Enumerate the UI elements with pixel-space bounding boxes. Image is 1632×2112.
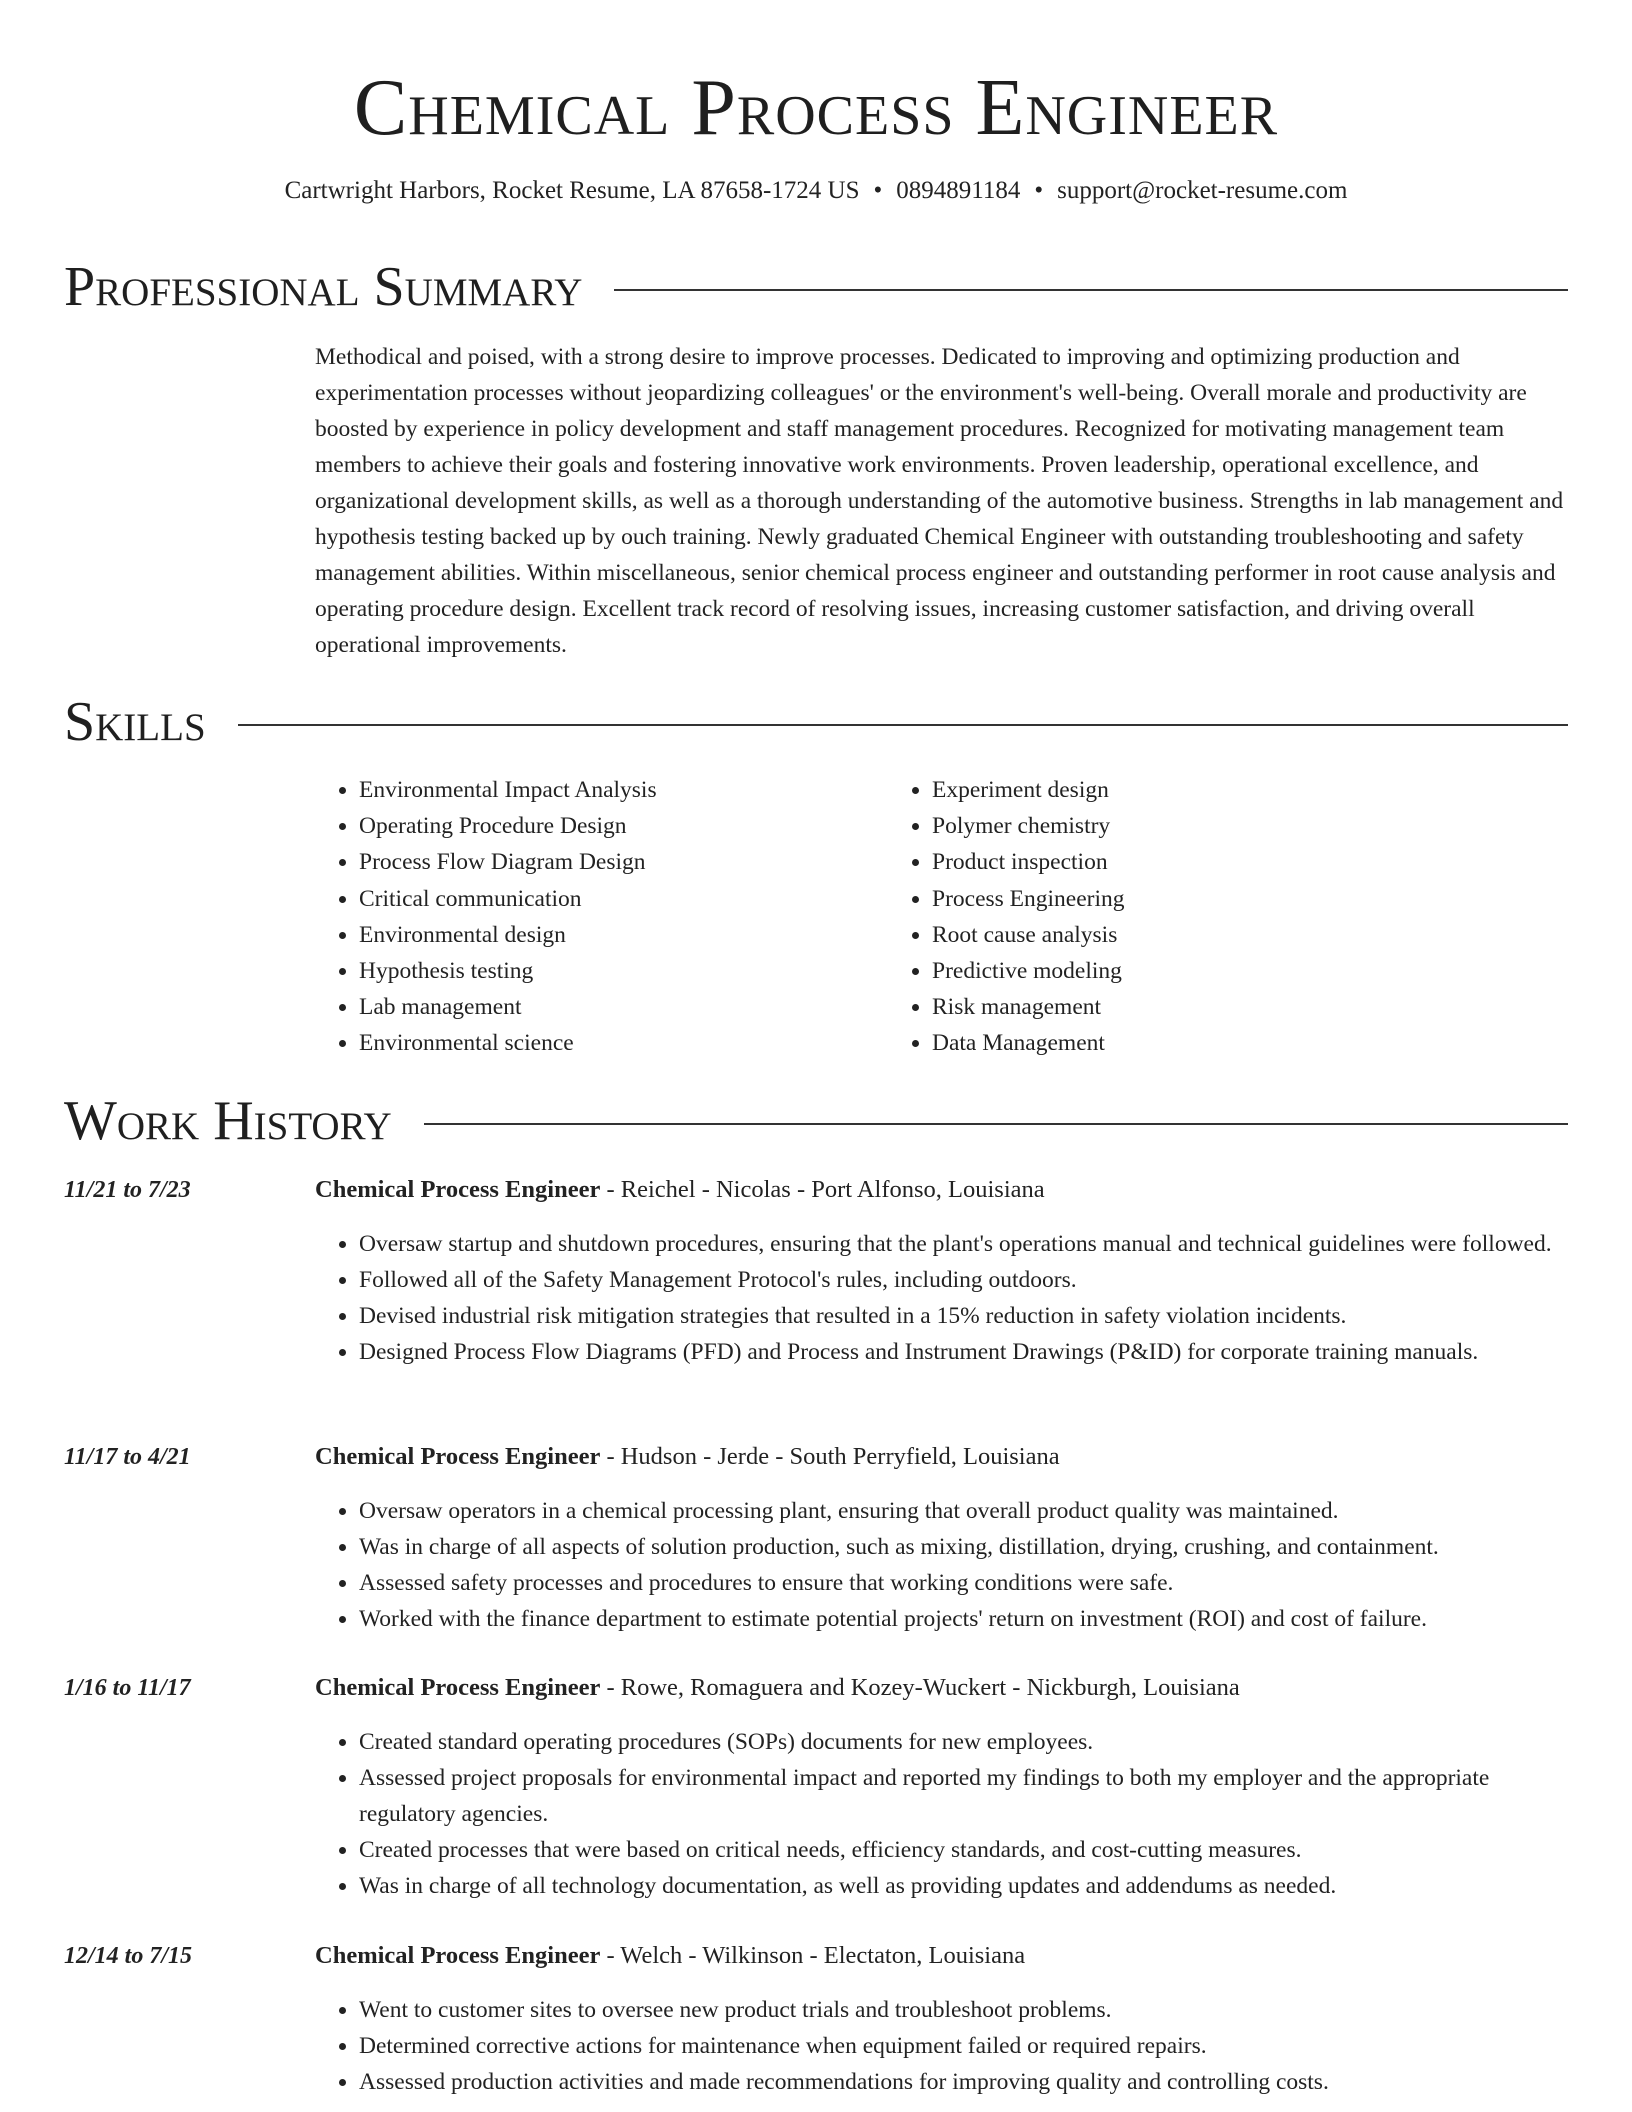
job-bullet: • Designed Process Flow Diagrams (PFD) and Process and Instrument Drawings (P&ID) for corporate training manuals. <box>359 1334 1570 1370</box>
job-bullet: • Devised industrial risk mitigation strategies that resulted in a 15% reduction in safety violation incidents. <box>359 1298 1570 1334</box>
skill-item: • Environmental science <box>359 1025 888 1061</box>
job-heading <box>315 1439 1060 1475</box>
job-bullet: • Followed all of the Safety Management Protocol's rules, including outdoors. <box>359 1262 1570 1298</box>
skills-column-right <box>888 772 1125 1062</box>
skills-section-header <box>64 692 1568 752</box>
job-company-location: - Hudson - Jerde - South Perryfield, Louisiana <box>600 1443 1060 1470</box>
job-title: Chemical Process Engineer <box>315 1942 601 1969</box>
job-heading <box>315 1670 1240 1706</box>
skill-item: • Operating Procedure Design <box>359 808 888 844</box>
job-dates: 1/16 to 11/17 <box>64 1675 191 1701</box>
job-bullets <box>315 1992 1570 2100</box>
skill-item: • Lab management <box>359 989 888 1025</box>
skill-item: • Data Management <box>932 1025 1125 1061</box>
skill-item: • Hypothesis testing <box>359 953 888 989</box>
job-dates: 11/21 to 7/23 <box>64 1177 191 1203</box>
job-dates: 12/14 to 7/15 <box>64 1943 193 1969</box>
skill-item: • Product inspection <box>932 844 1125 880</box>
job-title: Chemical Process Engineer <box>315 1176 601 1203</box>
summary-section-header <box>64 257 1568 317</box>
job-heading <box>315 1172 1045 1208</box>
skill-item: • Process Engineering <box>932 881 1125 917</box>
job-bullet: • Oversaw operators in a chemical processing plant, ensuring that overall product quality was maintained. <box>359 1493 1570 1529</box>
job-title: Chemical Process Engineer <box>315 1443 601 1470</box>
skill-item: • Risk management <box>932 989 1125 1025</box>
contact-separator: • <box>873 177 883 204</box>
skill-item: • Root cause analysis <box>932 917 1125 953</box>
job-heading <box>315 1938 1025 1974</box>
job-bullet: • Assessed safety processes and procedures to ensure that working conditions were safe. <box>359 1565 1570 1601</box>
section-divider <box>424 1123 1568 1125</box>
job-bullet: • Worked with the finance department to estimate potential projects' return on investment (ROI) and cost of failure. <box>359 1601 1570 1637</box>
job-bullet: • Was in charge of all technology documentation, as well as providing updates and addendums as needed. <box>359 1868 1570 1904</box>
job-bullet: • Created standard operating procedures (SOPs) documents for new employees. <box>359 1724 1570 1760</box>
section-divider <box>614 289 1568 291</box>
skill-item: • Critical communication <box>359 881 888 917</box>
skill-item: • Environmental design <box>359 917 888 953</box>
contact-separator: • <box>1034 177 1044 204</box>
summary-section-title: Professional Summary <box>64 256 583 318</box>
job-bullet: • Went to customer sites to oversee new product trials and troubleshoot problems. <box>359 1992 1570 2028</box>
skills-section-title: Skills <box>64 691 206 753</box>
job-bullets <box>315 1493 1570 1637</box>
skills-column-left <box>315 772 888 1062</box>
contact-address: Cartwright Harbors, Rocket Resume, LA 87658-1724 US <box>284 177 860 204</box>
job-dates: 11/17 to 4/21 <box>64 1444 191 1470</box>
skill-item: • Environmental Impact Analysis <box>359 772 888 808</box>
skill-item: • Predictive modeling <box>932 953 1125 989</box>
skill-item: • Experiment design <box>932 772 1125 808</box>
job-company-location: - Welch - Wilkinson - Electaton, Louisiana <box>600 1942 1026 1969</box>
skill-item: • Process Flow Diagram Design <box>359 844 888 880</box>
work-section-header <box>64 1091 1568 1151</box>
contact-line <box>0 176 1632 206</box>
job-company-location: - Rowe, Romaguera and Kozey-Wuckert - Nickburgh, Louisiana <box>600 1674 1240 1701</box>
summary-text: Methodical and poised, with a strong desire to improve processes. Dedicated to improving and optimizing production and experimentation processes without jeopardizing colleagues' or the environment's well-being. Overall morale and productivity are boosted by experience in policy development and staff management procedures. Recognized for motivating management team members to achieve their goals and fostering innovative work environments. Proven leadership, operational excellence, and organizational development skills, as well as a thorough understanding of the automotive business. Strengths in lab management and hypothesis testing backed up by ouch training. Newly graduated Chemical Engineer with outstanding troubleshooting and safety management abilities. Within miscellaneous, senior chemical process engineer and outstanding performer in root cause analysis and operating procedure design. Excellent track record of resolving issues, increasing customer satisfaction, and driving overall operational improvements. <box>315 344 1564 658</box>
job-bullet: • Determined corrective actions for maintenance when equipment failed or required repairs. <box>359 2028 1570 2064</box>
section-divider <box>238 724 1568 726</box>
job-bullets <box>315 1226 1570 1370</box>
job-bullet: • Was in charge of all aspects of solution production, such as mixing, distillation, drying, crushing, and containment. <box>359 1529 1570 1565</box>
work-section-title: Work History <box>64 1090 392 1152</box>
contact-phone: 0894891184 <box>896 177 1021 204</box>
job-bullet: • Assessed project proposals for environmental impact and reported my findings to both my employer and the appropriate regulatory agencies. <box>359 1760 1570 1832</box>
job-bullet: • Oversaw startup and shutdown procedures, ensuring that the plant's operations manual and technical guidelines were followed. <box>359 1226 1570 1262</box>
skills-list <box>315 772 1570 1062</box>
job-bullet: • Assessed production activities and made recommendations for improving quality and controlling costs. <box>359 2064 1570 2100</box>
skill-item: • Polymer chemistry <box>932 808 1125 844</box>
contact-email: support@rocket-resume.com <box>1057 177 1348 204</box>
job-title: Chemical Process Engineer <box>315 1674 601 1701</box>
job-bullet: • Created processes that were based on critical needs, efficiency standards, and cost-cutting measures. <box>359 1832 1570 1868</box>
job-bullets <box>315 1724 1570 1904</box>
job-company-location: - Reichel - Nicolas - Port Alfonso, Louisiana <box>600 1176 1045 1203</box>
resume-name: Chemical Process Engineer <box>353 64 1279 152</box>
